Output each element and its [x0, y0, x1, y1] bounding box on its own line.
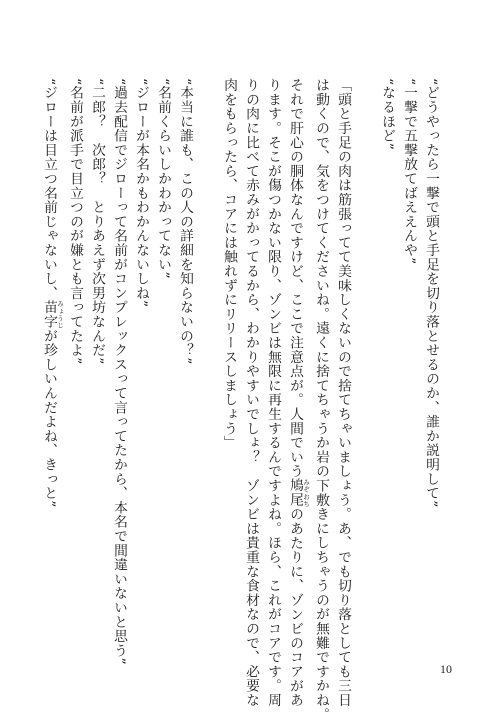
- text-line-15: “名前が派手で目立つのが嫌とも言ってたよ”: [67, 78, 83, 365]
- text-line-11: “名前くらいしかわかってない”: [155, 78, 171, 280]
- text-line-3: “なるほど”: [379, 78, 395, 151]
- ruby-base: 苗字: [41, 300, 57, 329]
- text-line-5: は動くので、気をつけてくださいね。遠くに捨てちゃうか岩の下敷きにしちゃうのが無難ですかね。: [313, 78, 329, 722]
- text-line-7: ります。そこが傷つかない限り、ゾンビは無限に再生するんですよね。ほら、これがコアです。周: [265, 78, 281, 708]
- text-line-1: “どうやったら一撃で頭と手足を切り落とせるのか、誰か説明して”: [423, 78, 439, 508]
- text-line-8: りの肉に比べて赤みがかってるから、わかりやすいでしょ？ ゾンビは貴重な食材なので、必要な: [243, 78, 259, 708]
- text-line-4: 「頭と手足の肉は筋張ってて美味しくないので捨てちゃいましょう。あ、でも切り落としても三日: [335, 78, 351, 708]
- text-line-2: “一撃で五撃放てばええんや”: [401, 78, 417, 265]
- text-segment: のあたりに、ゾンビのコアがあ: [287, 507, 303, 708]
- ruby-base: 鳩尾: [287, 478, 303, 508]
- ruby-reading: みょうじ: [56, 300, 64, 329]
- paragraph-gap: [196, 78, 218, 506]
- text-line-10: “本当に誰も、この人の詳細を知らないの？”: [177, 78, 193, 365]
- text-segment: が珍しいんだよね、きっと”: [41, 328, 57, 508]
- ruby-mizoochi: [287, 478, 310, 508]
- text-line-16: [38, 78, 64, 506]
- main-text-column: [38, 78, 442, 722]
- text-line-14: “二郎？ 次郎？ とりあえず次男坊なんだ”: [89, 78, 105, 365]
- page-number: 10: [440, 662, 452, 676]
- text-line-13: “過去配信でジローって名前がコンプレックスって言ってたから、本名で間違いないと思う”: [111, 78, 127, 666]
- paragraph-gap: [354, 78, 376, 506]
- text-line-12: “ジローが本名かもわかんないしね”: [133, 78, 149, 308]
- text-line-9: 肉をもらったら、コアには触れずにリリースしましょう」: [221, 78, 237, 450]
- text-segment: “ジローは目立つ名前じゃないし、: [41, 78, 57, 301]
- ruby-myouji: [41, 300, 64, 329]
- text-line-6: [284, 78, 310, 708]
- text-segment: それで肝心の胴体なんですけど、ここで注意点が。人間でいう: [287, 78, 303, 479]
- ruby-reading: みぞおち: [302, 478, 310, 507]
